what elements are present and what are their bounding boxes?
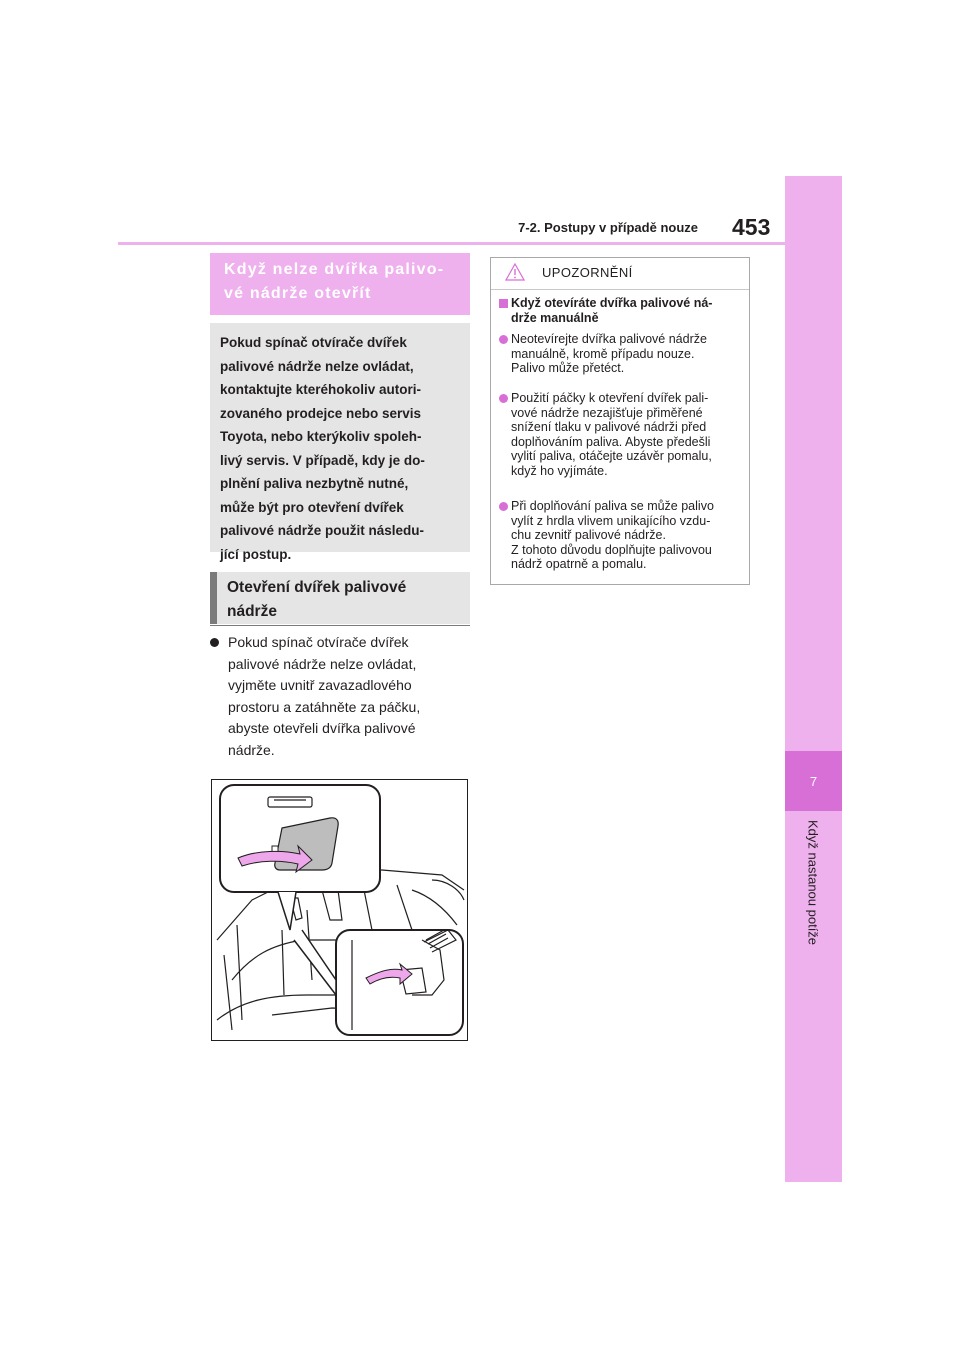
bullet-dot-icon bbox=[210, 638, 219, 647]
intro-line: palivové nádrže použit následu- bbox=[220, 523, 425, 538]
round-bullet-icon bbox=[499, 394, 508, 403]
warning-triangle-icon bbox=[505, 263, 525, 281]
intro-line: Toyota, nebo kterýkoliv spoleh- bbox=[220, 429, 422, 444]
subheading-underline bbox=[210, 625, 470, 626]
bullet-text bbox=[210, 632, 472, 761]
warning-line: když ho vyjímáte. bbox=[511, 463, 608, 478]
warning-item bbox=[499, 499, 747, 572]
bullet-line: abyste otevřeli dvířka palivové bbox=[228, 720, 416, 736]
intro-line: zovaného prodejce nebo servis bbox=[220, 405, 422, 421]
chapter-title: Když nastanou potíže bbox=[805, 820, 821, 946]
warning-title: UPOZORNĚNÍ bbox=[542, 265, 633, 280]
warning-line: vylít z hrdla vlivem unikajícího vzdu- bbox=[511, 513, 711, 528]
warning-box bbox=[490, 257, 750, 585]
warning-heading bbox=[499, 296, 747, 325]
page-number: 453 bbox=[732, 214, 771, 240]
warning-line: doplňováním paliva. Abyste předešli bbox=[511, 434, 711, 449]
warning-item bbox=[499, 391, 747, 478]
intro-line: plnění paliva nezbytně nutné, bbox=[220, 476, 409, 491]
chapter-number: 7 bbox=[785, 751, 842, 811]
warning-line: manuálně, kromě případu nouze. bbox=[511, 346, 695, 361]
warning-line: Z tohoto důvodu doplňujte palivovou bbox=[511, 542, 712, 557]
warning-line: nádrž opatrně a pomalu. bbox=[511, 557, 647, 571]
warning-line: vové nádrže nezajišťuje přiměřené bbox=[511, 405, 703, 420]
warning-item-text bbox=[499, 332, 747, 376]
intro-line: Pokud spínač otvírače dvířek bbox=[220, 335, 407, 350]
intro-line: livý servis. V případě, kdy je do- bbox=[220, 452, 425, 468]
bullet-line: vyjměte uvnitř zavazadlového bbox=[228, 677, 412, 693]
bullet-line: palivové nádrže nelze ovládat, bbox=[228, 655, 417, 672]
warning-heading-line: Když otevíráte dvířka palivové ná- bbox=[511, 296, 713, 310]
cargo-area-drawing bbox=[212, 780, 467, 1040]
warning-line: Palivo může přetéct. bbox=[511, 361, 625, 375]
round-bullet-icon bbox=[499, 502, 508, 511]
subheading-line1: Otevření dvířek palivové bbox=[227, 579, 407, 596]
warning-item bbox=[499, 332, 747, 376]
warning-line: Při doplňování paliva se může palivo bbox=[511, 499, 714, 513]
warning-line: snížení tlaku v palivové nádrži před bbox=[511, 420, 707, 434]
warning-heading-line: drže manuálně bbox=[511, 310, 599, 325]
intro-line: může být pro otevření dvířek bbox=[220, 499, 404, 515]
warning-heading-text bbox=[499, 296, 747, 325]
section-banner bbox=[210, 253, 470, 315]
warning-item-text bbox=[499, 499, 747, 572]
warning-item-text bbox=[499, 391, 747, 478]
square-bullet-icon bbox=[499, 299, 508, 308]
warning-line: vylití paliva, otáčejte uzávěr pomalu, bbox=[511, 449, 712, 463]
intro-line: jící postup. bbox=[220, 546, 292, 562]
banner-title-line1: Když nelze dvířka palivo- bbox=[224, 261, 445, 278]
intro-box bbox=[210, 323, 470, 562]
banner-title-line2: vé nádrže otevřít bbox=[224, 285, 372, 302]
warning-header bbox=[491, 258, 749, 285]
instruction-bullet bbox=[210, 632, 472, 761]
warning-divider bbox=[491, 289, 749, 290]
warning-line: Použití páčky k otevření dvířek pali- bbox=[511, 391, 709, 405]
bullet-line: Pokud spínač otvírače dvířek bbox=[228, 634, 409, 650]
header-rule bbox=[118, 242, 785, 245]
warning-line: Neotevírejte dvířka palivové nádrže bbox=[511, 332, 707, 346]
warning-line: chu zevnitř palivové nádrže. bbox=[511, 528, 666, 542]
fuel-door-lever-illustration bbox=[211, 779, 468, 1041]
bullet-line: nádrže. bbox=[228, 741, 275, 758]
subheading-line2: nádrže bbox=[227, 603, 277, 620]
bullet-line: prostoru a zatáhněte za páčku, bbox=[228, 698, 421, 715]
round-bullet-icon bbox=[499, 335, 508, 344]
subheading-banner bbox=[210, 572, 470, 624]
intro-line: kontaktujte kteréhokoliv autori- bbox=[220, 382, 422, 397]
intro-line: palivové nádrže nelze ovládat, bbox=[220, 358, 414, 374]
chapter-side-tab bbox=[785, 176, 842, 1182]
section-title: 7-2. Postupy v případě nouze bbox=[518, 220, 698, 235]
